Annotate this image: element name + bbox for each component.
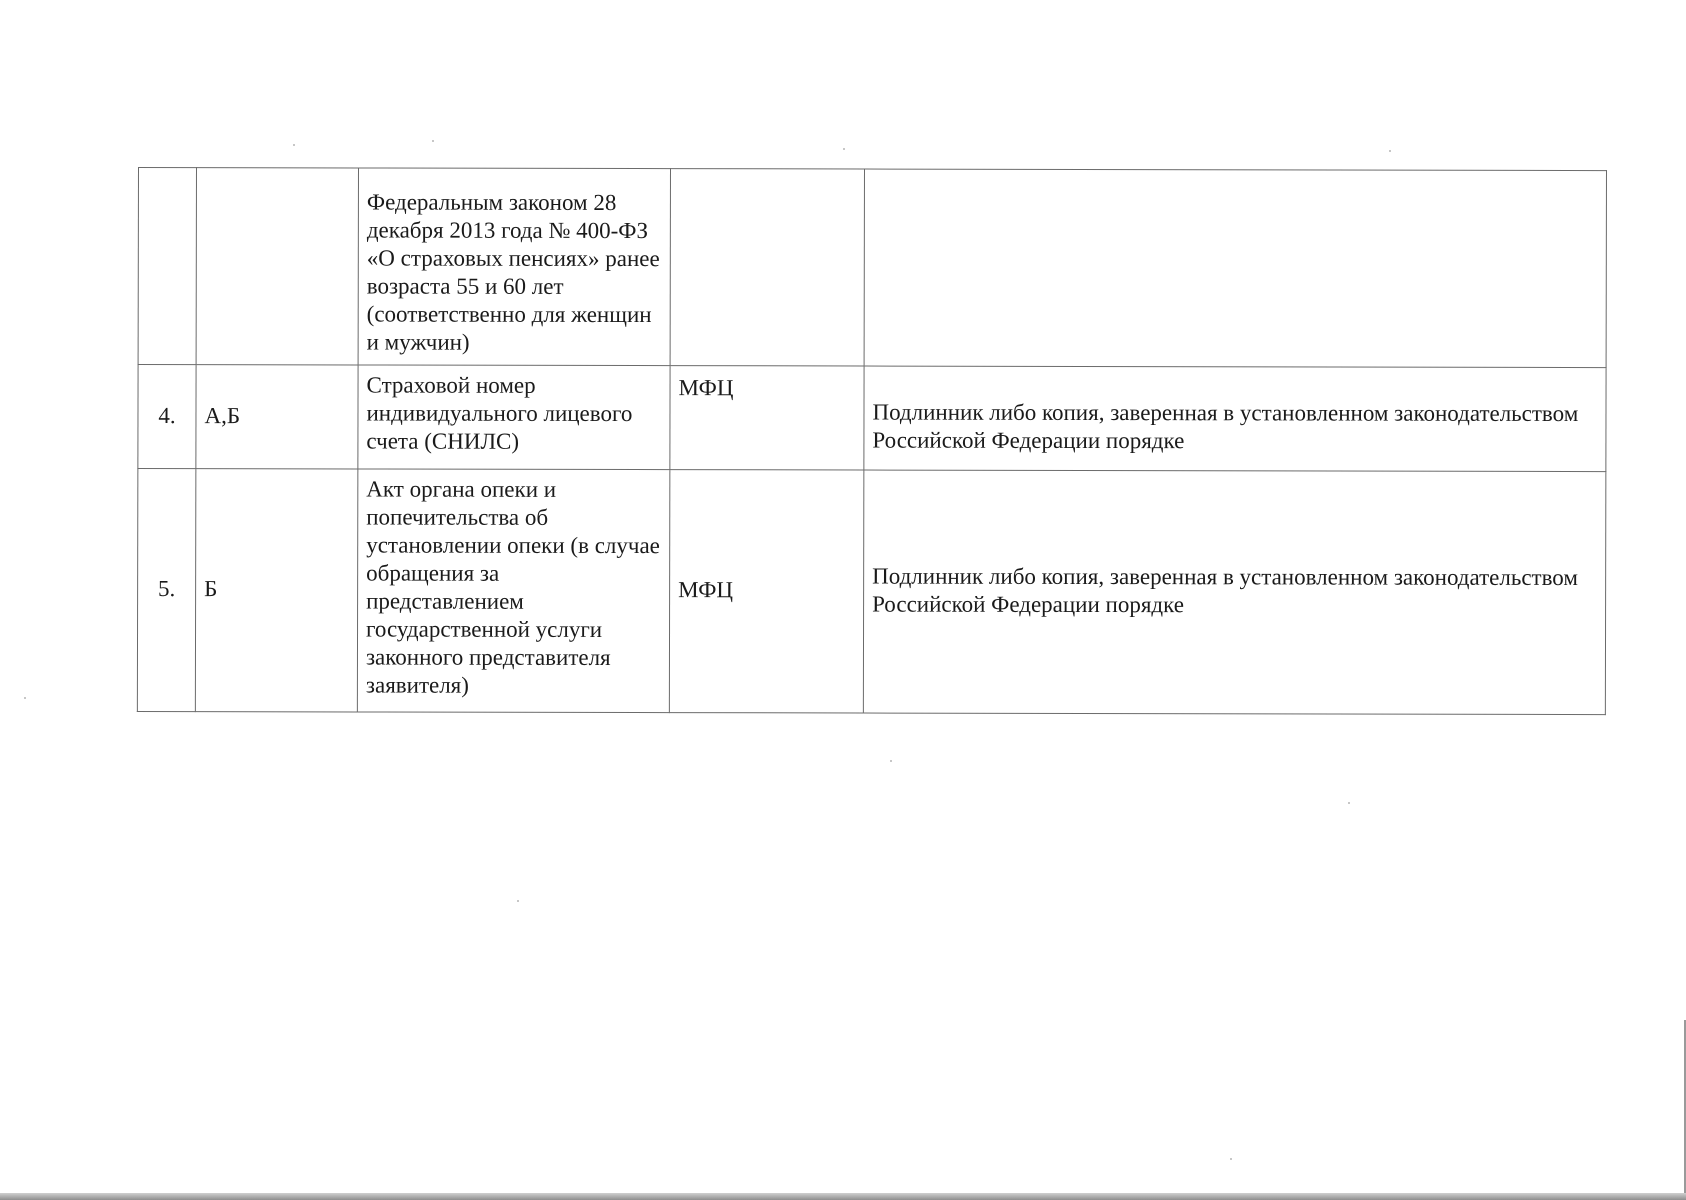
category-cell [196, 168, 358, 365]
row-number-cell [138, 168, 196, 365]
scan-speck [843, 148, 845, 150]
requirement-cell [864, 366, 1606, 472]
scan-speck [432, 140, 434, 142]
document-cell [358, 168, 670, 366]
scan-speck [293, 144, 295, 146]
scan-speck [1348, 802, 1350, 804]
row-number-cell: 4. [138, 365, 196, 469]
requirement-cell [864, 169, 1606, 368]
row-number-cell: 5. [137, 469, 196, 712]
category-cell: А,Б [196, 365, 358, 469]
source-cell: МФЦ [669, 470, 864, 713]
requirement-cell: Подлинник либо копия, заверенная в установленном законодательством Российской Федерации порядке [863, 470, 1606, 715]
document-cell: Страховой номер индивидуального лицевого счета (СНИЛС) [358, 365, 670, 470]
scan-speck [24, 697, 26, 699]
source-cell [670, 169, 864, 366]
table-row [138, 365, 1606, 472]
requirement-text: Подлинник либо копия, заверенная в установленном законодательством Российской Федерации порядке [872, 399, 1579, 454]
scan-speck [517, 900, 519, 902]
source-cell [670, 366, 864, 470]
source-text: МФЦ [678, 375, 734, 401]
scan-speck [1389, 150, 1391, 152]
document-cell: Акт органа опеки и попечительства об установлении опеки (в случае обращения за представлением государственной услуги законного представителя заявителя) [357, 469, 670, 713]
scan-speck [890, 760, 892, 762]
table-row [137, 469, 1606, 715]
documents-table [137, 167, 1607, 715]
category-cell: Б [195, 469, 358, 712]
scan-speck [1230, 1158, 1232, 1160]
scan-bottom-edge [0, 1193, 1686, 1200]
document-text: Федеральным законом 28 декабря 2013 года № 400-ФЗ «О страховых пенсиях» ранее возраста 55 и 60 лет (соответственно для женщин и мужчин) [366, 189, 660, 355]
table-row [138, 168, 1606, 368]
